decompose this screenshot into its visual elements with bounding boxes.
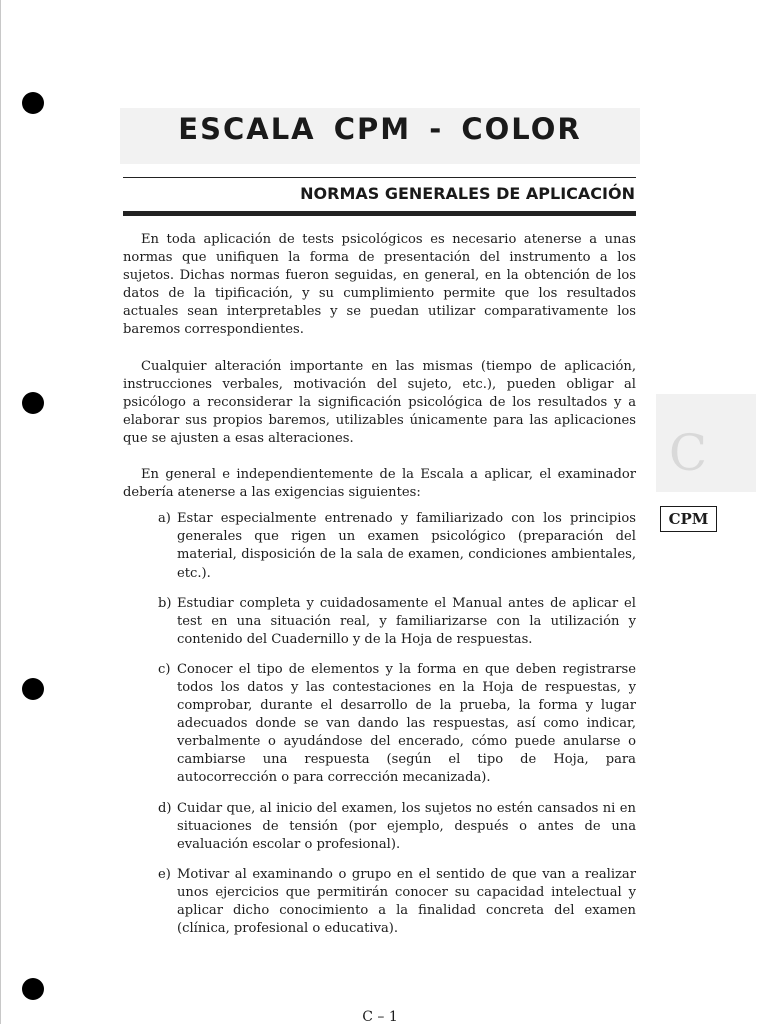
list-item-text: Cuidar que, al inicio del examen, los sujetos no estén cansados ni en situaciones de tensión (por ejemplo, después o antes de una evaluación escolar o profesional). bbox=[177, 800, 636, 852]
list-item bbox=[123, 595, 636, 649]
title-divider bbox=[123, 177, 636, 178]
side-tab-label: CPM bbox=[660, 506, 717, 532]
binder-hole bbox=[22, 92, 44, 114]
page-title: ESCALA CPM - COLOR bbox=[178, 112, 582, 146]
paragraph: En general e independientemente de la Escala a aplicar, el examinador debería atenerse a las exigencias siguientes: bbox=[123, 467, 636, 501]
list-marker: a) bbox=[158, 511, 171, 527]
binder-hole bbox=[22, 678, 44, 700]
page-edge bbox=[0, 0, 1, 1024]
list-item bbox=[123, 661, 636, 788]
side-tab-letter: C bbox=[668, 424, 708, 482]
list-item-text: Motivar al examinando o grupo en el sentido de que van a realizar unos ejercicios que permitirán conocer su capacidad intelectual y aplicar dicho conocimiento a la finalidad concreta del examen (clínica, profesional o educativa). bbox=[177, 866, 636, 937]
list-marker: c) bbox=[158, 661, 171, 677]
list-item bbox=[123, 510, 636, 582]
document-body bbox=[123, 231, 636, 950]
list-item-text: Estudiar completa y cuidadosamente el Manual antes de aplicar el test en una situación real, y familiarizarse con la utilización y contenido del Cuadernillo y de la Hoja de respuestas. bbox=[177, 595, 636, 647]
list-marker: e) bbox=[158, 866, 171, 882]
section-heading: NORMAS GENERALES DE APLICACIÓN bbox=[300, 184, 635, 203]
paragraph: En toda aplicación de tests psicológicos es necesario atenerse a unas normas que unifiquen la forma de presentación del instrumento a los sujetos. Dichas normas fueron seguidas, en general, en la obtención de los datos de la tipificación, y su cumplimiento permite que los resultados actuales sean interpretables y se puedan utilizar comparativamente los baremos correspondientes. bbox=[123, 232, 636, 338]
binder-hole bbox=[22, 392, 44, 414]
list-marker: d) bbox=[158, 800, 172, 816]
requirements-list bbox=[123, 510, 636, 938]
list-marker: b) bbox=[158, 595, 172, 611]
list-item-text: Estar especialmente entrenado y familiarizado con los principios generales que rigen un examen psicológico (preparación del material, disposición de la sala de examen, condiciones ambientales, etc.). bbox=[177, 511, 636, 581]
heading-underline bbox=[123, 211, 636, 216]
page-number: C – 1 bbox=[362, 1009, 398, 1025]
list-item bbox=[123, 800, 636, 854]
list-item bbox=[123, 866, 636, 938]
list-item-text: Conocer el tipo de elementos y la forma en que deben registrarse todos los datos y las contestaciones en la Hoja de respuestas, y comprobar, durante el desarrollo de la prueba, la forma y lugar adecuados donde se van dando las respuestas, así como indicar, verbalmente o ayudándose del encerado, cómo puede anularse o cambiarse una respuesta (según el tipo de Hoja, para autocorrección o para corrección mecanizada). bbox=[177, 661, 636, 786]
paragraph: Cualquier alteración importante en las mismas (tiempo de aplicación, instrucciones verbales, motivación del sujeto, etc.), pueden obligar al psicólogo a reconsiderar la significación psicológica de los resultados y a elaborar sus propios baremos, utilizables únicamente para las aplicaciones que se ajusten a esas alteraciones. bbox=[123, 358, 636, 446]
binder-hole bbox=[22, 978, 44, 1000]
